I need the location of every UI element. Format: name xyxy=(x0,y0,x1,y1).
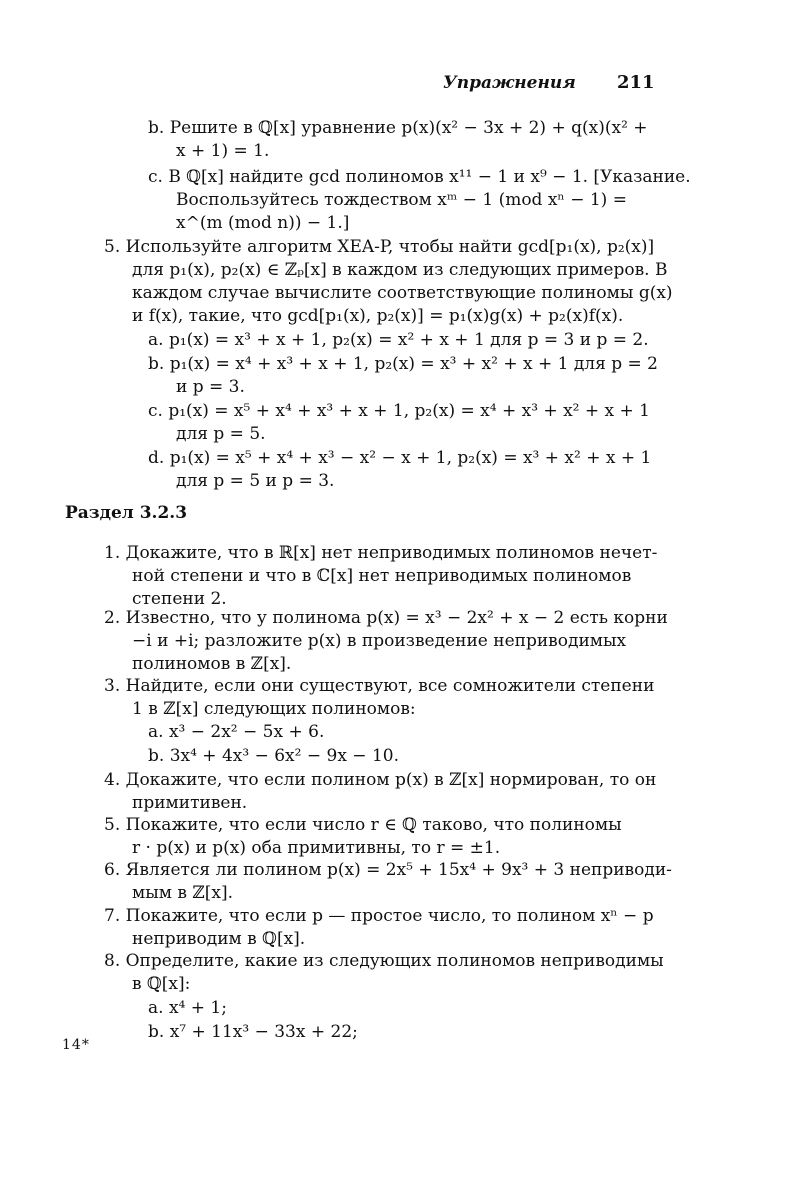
text-line: ной степени и что в ℂ[x] нет неприводимых полиномов xyxy=(132,566,632,586)
text-line: b. x⁷ + 11x³ − 33x + 22; xyxy=(148,1022,358,1042)
text-line: примитивен. xyxy=(132,793,248,813)
text-line: d. p₁(x) = x⁵ + x⁴ + x³ − x² − x + 1, p₂(x) = x³ + x² + x + 1 xyxy=(148,448,652,468)
text-line: c. В ℚ[x] найдите gcd полиномов x¹¹ − 1 и x⁹ − 1. [Указание. xyxy=(148,167,691,187)
text-line: −i и +i; разложите p(x) в произведение неприводимых xyxy=(132,631,627,651)
section-heading: Раздел 3.2.3 xyxy=(65,503,188,523)
text-line: и p = 3. xyxy=(176,377,245,397)
text-line: для p₁(x), p₂(x) ∈ ℤₚ[x] в каждом из следующих примеров. В xyxy=(132,260,668,280)
text-line: x + 1) = 1. xyxy=(176,141,270,161)
signature-mark: 14* xyxy=(62,1037,90,1053)
text-line: a. x³ − 2x² − 5x + 6. xyxy=(148,722,325,742)
running-header-title: Упражнения xyxy=(443,73,576,93)
text-line: 4. Докажите, что если полином p(x) в ℤ[x] нормирован, то он xyxy=(104,770,657,790)
text-line: 2. Известно, что у полинома p(x) = x³ − 2x² + x − 2 есть корни xyxy=(104,608,668,628)
text-line: b. Решите в ℚ[x] уравнение p(x)(x² − 3x + 2) + q(x)(x² + xyxy=(148,118,648,138)
text-line: a. x⁴ + 1; xyxy=(148,998,227,1018)
text-line: 1 в ℤ[x] следующих полиномов: xyxy=(132,699,416,719)
text-line: 6. Является ли полином p(x) = 2x⁵ + 15x⁴ + 9x³ + 3 неприводи- xyxy=(104,860,672,880)
page-number: 211 xyxy=(617,72,655,93)
text-line: b. 3x⁴ + 4x³ − 6x² − 9x − 10. xyxy=(148,746,399,766)
text-line: степени 2. xyxy=(132,589,227,609)
text-line: 1. Докажите, что в ℝ[x] нет неприводимых полиномов нечет- xyxy=(104,543,658,563)
text-line: каждом случае вычислите соответствующие полиномы g(x) xyxy=(132,283,673,303)
text-line: r · p(x) и p(x) оба примитивны, то r = ±1. xyxy=(132,838,501,858)
text-line: c. p₁(x) = x⁵ + x⁴ + x³ + x + 1, p₂(x) = x⁴ + x³ + x² + x + 1 xyxy=(148,401,650,421)
text-line: для p = 5 и p = 3. xyxy=(176,471,335,491)
text-line: a. p₁(x) = x³ + x + 1, p₂(x) = x² + x + 1 для p = 3 и p = 2. xyxy=(148,330,649,350)
text-line: 7. Покажите, что если p — простое число, то полином xⁿ − p xyxy=(104,906,654,926)
text-line: полиномов в ℤ[x]. xyxy=(132,654,292,674)
text-line: 3. Найдите, если они существуют, все сомножители степени xyxy=(104,676,655,696)
text-line: мым в ℤ[x]. xyxy=(132,883,234,903)
text-line: 5. Используйте алгоритм XEA-P, чтобы найти gcd[p₁(x), p₂(x)] xyxy=(104,237,655,257)
text-line: 8. Определите, какие из следующих полиномов неприводимы xyxy=(104,951,664,971)
text-line: и f(x), такие, что gcd[p₁(x), p₂(x)] = p₁(x)g(x) + p₂(x)f(x). xyxy=(132,306,624,326)
text-line: x^(m (mod n)) − 1.] xyxy=(176,213,350,233)
text-line: в ℚ[x]: xyxy=(132,974,191,994)
text-line: неприводим в ℚ[x]. xyxy=(132,929,306,949)
text-line: 5. Покажите, что если число r ∈ ℚ таково, что полиномы xyxy=(104,815,622,835)
text-line: b. p₁(x) = x⁴ + x³ + x + 1, p₂(x) = x³ + x² + x + 1 для p = 2 xyxy=(148,354,658,374)
text-line: Воспользуйтесь тождеством xᵐ − 1 (mod xⁿ − 1) = xyxy=(176,190,627,210)
text-line: для p = 5. xyxy=(176,424,266,444)
